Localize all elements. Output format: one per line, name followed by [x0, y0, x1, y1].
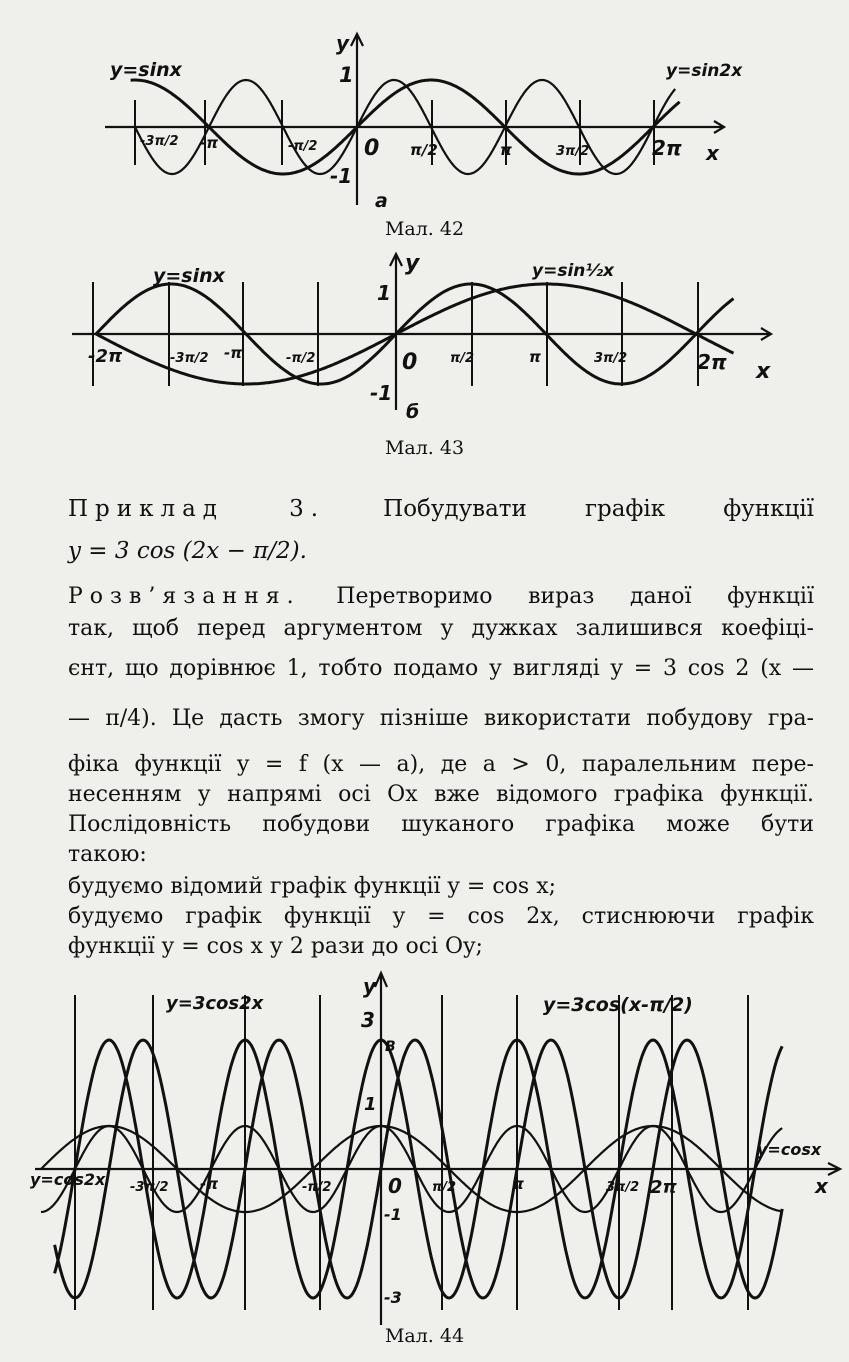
xtick-m2pi: -2π	[88, 346, 123, 367]
example-formula: y = 3 cos (2x − π/2).	[68, 538, 307, 564]
solution-text-1: Перетворимо вираз даної функції	[336, 584, 815, 609]
solution-line-1	[68, 582, 814, 612]
y-axis-label: y	[405, 251, 420, 276]
figure-44-caption: Мал. 44	[384, 1325, 465, 1347]
sequence-line-1: Послідовність побудови шуканого графіка може бути	[68, 812, 814, 837]
xtick-pi2: π/2	[432, 1180, 457, 1195]
x-axis-label: x	[706, 141, 719, 165]
solution-line-4: — π/4). Це дасть змогу пізніше використати побудову гра-	[68, 706, 814, 731]
ytick-1: 1	[339, 63, 354, 87]
ytick-minus1: -1	[370, 381, 393, 405]
origin-label: 0	[364, 136, 380, 161]
xtick-3pi2: 3π/2	[594, 351, 628, 366]
example-line-1	[68, 494, 814, 524]
sin2x-label: y=sin2x	[666, 61, 743, 81]
xtick-m3pi2: -3π/2	[170, 351, 209, 366]
xtick-pi2: π/2	[410, 141, 438, 159]
3cos2x-label: y=3cos2x	[166, 993, 264, 1014]
xtick-mpi2: -π/2	[302, 1180, 332, 1195]
sinx-label: y=sinx	[153, 265, 225, 287]
xtick-mpi2: -π/2	[288, 139, 318, 154]
xtick-2pi: 2π	[697, 350, 727, 374]
ytick-minus1: -1	[330, 164, 353, 188]
figure-42-plot	[0, 0, 849, 240]
x-axis-label: x	[756, 359, 771, 384]
ytick-1: 1	[377, 281, 391, 305]
xtick-mpi: -π	[200, 1175, 219, 1193]
step-1: будуємо відомий графік функції y = cos x;	[68, 874, 557, 899]
figure-43-caption: Мал. 43	[384, 437, 465, 459]
ytick-minus3: -3	[384, 1288, 402, 1307]
xtick-mpi2: -π/2	[286, 351, 316, 366]
x-axis-label: x	[815, 1174, 828, 1198]
xtick-mpi: -π	[200, 134, 219, 152]
figure-43-plot	[0, 240, 849, 440]
xtick-pi: π	[529, 348, 541, 366]
subfigure-label-b: б	[406, 401, 420, 423]
solution-line-3: єнт, що дорівнює 1, тобто подамо у вигляді y = 3 cos 2 (x —	[68, 656, 814, 681]
y-axis-label: y	[336, 31, 350, 55]
solution-line-2: так, щоб перед аргументом у дужках залишився коефіці-	[68, 616, 814, 641]
xtick-m3pi2: -3π/2	[130, 1180, 169, 1195]
xtick-mpi: -π	[224, 344, 243, 362]
example-task: Побудувати графік функції	[383, 496, 815, 522]
sinx-label: y=sinx	[110, 59, 182, 81]
step-2-line-1: будуємо графік функції y = cos 2x, стиснюючи графік	[68, 904, 814, 929]
origin-label: 0	[402, 350, 418, 375]
ytick-minus1: -1	[384, 1205, 402, 1224]
xtick-pi: π	[512, 1175, 524, 1193]
figure-44-plot	[0, 965, 849, 1345]
figure-42-caption: Мал. 42	[384, 218, 465, 240]
ytick-1: 1	[364, 1094, 377, 1115]
cos2x-label: y=cos2x	[30, 1170, 106, 1189]
xtick-2pi: 2π	[652, 136, 682, 160]
y-axis-label: y	[363, 974, 377, 998]
xtick-pi: π	[500, 141, 512, 159]
point-b-label: B	[385, 1039, 396, 1055]
xtick-m3pi2: -3π/2	[140, 134, 179, 149]
xtick-3pi2: 3π/2	[556, 144, 590, 159]
subfigure-label-a: а	[375, 190, 388, 212]
xtick-3pi2: 3π/2	[606, 1180, 640, 1195]
solution-heading: Розв’язання.	[68, 584, 301, 609]
sin-half-x-label: y=sin½x	[532, 261, 614, 281]
ytick-3: 3	[361, 1008, 375, 1032]
solution-line-6: несенням у напрямі осі Ox вже відомого графіка функції.	[68, 782, 814, 807]
sequence-line-2: такою:	[68, 842, 147, 867]
xtick-2pi: 2π	[650, 1177, 677, 1198]
step-2-line-2: функції y = cos x у 2 рази до осі Oy;	[68, 934, 483, 959]
example-heading: Приклад 3.	[68, 496, 326, 522]
cosx-label: y=cosx	[757, 1140, 822, 1159]
xtick-pi2: π/2	[450, 351, 475, 366]
3cos-shifted-label: y=3cos(x-π/2)	[543, 994, 693, 1016]
origin-label: 0	[388, 1174, 402, 1198]
solution-line-5: фіка функції y = f (x — a), де a > 0, паралельним пере-	[68, 752, 814, 777]
